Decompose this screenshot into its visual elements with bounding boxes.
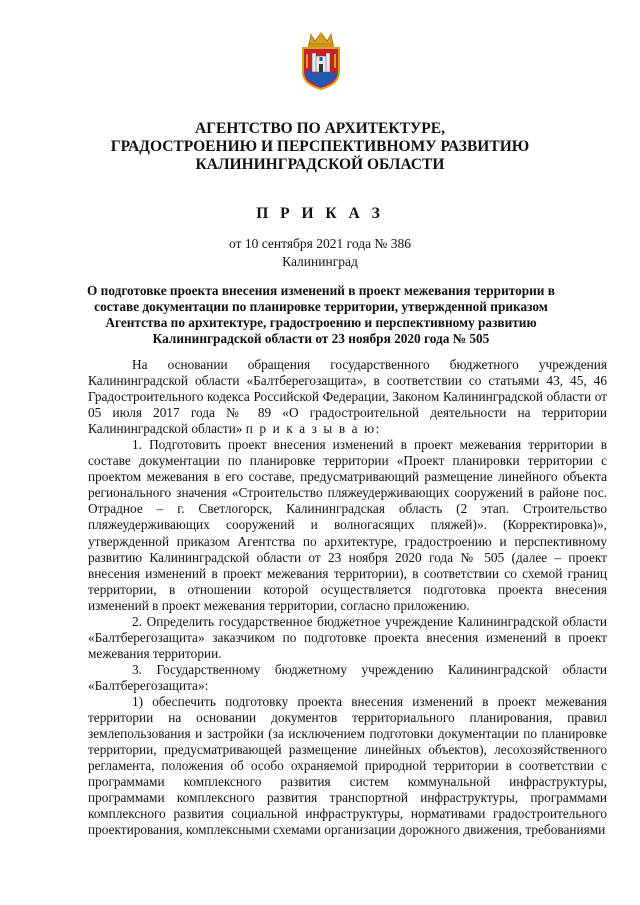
agency-name-line-2: ГРАДОСТРОЕНИЮ И ПЕРСПЕКТИВНОМУ РАЗВИТИЮ: [110, 138, 530, 155]
order-date-number: от 10 сентября 2021 года № 386: [229, 236, 411, 251]
basis-text: На основании обращения государственного бюджетного учреждения Калининградской области «Балтберегозащита», в соответствии со статьями 43, 45, 46 Градостроительного кодекса Российской Федерации, Законом Калининградской области от 05 июля 2017 года № 89 «О градостроительной деятельности на территории Калининградской области»: [88, 357, 607, 437]
paragraph-item-1: 1. Подготовить проект внесения изменений в проект межевания территории в составе документации по планировке территории «Проект планировки территории с проектом межевания в его составе, предусматривающий размещение линейного объекта регионального значения «Строительство пляжеудерживающих сооружений в районе пос. Отрадное – г. Светлогорск, Калининградская область (2 этап. Строительство пляжеудерживающих сооружений и волногасящих пляжей)». (Корректировка)», утвержденной приказом Агентства по архитектуре, градостроению и перспективному развитию Калининградской области от 23 ноября 2020 года № 505 (далее – проект внесения изменений в проект межевания территории), в соответствии со схемой границ территории, в отношении которой осуществляется подготовка проекта внесения изменений в проект межевания территории, согласно приложению.: [88, 437, 607, 613]
agency-name-line-3: КАЛИНИНГРАДСКОЙ ОБЛАСТИ: [195, 156, 445, 173]
order-heading: П Р И К А З: [256, 205, 384, 222]
agency-name-line-1: АГЕНТСТВО ПО АРХИТЕКТУРЕ,: [195, 120, 445, 137]
paragraph-basis: [88, 357, 607, 437]
paragraph-item-2: 2. Определить государственное бюджетное учреждение Калининградской области «Балтберегозащита» заказчиком по подготовке проекта внесения изменений в проект межевания территории.: [88, 613, 607, 661]
order-verb: п р и к а з ы в а ю:: [245, 421, 381, 437]
order-city: Калининград: [282, 254, 358, 269]
paragraph-subitem-1: 1) обеспечить подготовку проекта внесения изменений в проект межевания территории на основании документов территориального планирования, правил землепользования и застройки (за исключением подготовки документации по планировке территории, предусматривающей размещение линейных объектов), лесохозяйственного регламента, положения об особо охраняемой природной территории в соответствии с программами комплексного развития систем коммунальной инфраструктуры, программами комплексного развития транспортной инфраструктуры, программами комплексного развития социальной инфраструктуры, нормативами градостроительного проектирования, комплексными схемами организации дорожного движения, требованиями: [88, 693, 607, 838]
order-title: О подготовке проекта внесения изменений в проект межевания территории в составе документации по планировке территории, утвержденной приказом Агентства по архитектуре, градостроению и перспективному развитию Калининградской области от 23 ноября 2020 года № 505: [87, 283, 555, 346]
paragraph-item-3: 3. Государственному бюджетному учреждению Калининградской области «Балтберегозащита»:: [88, 661, 607, 693]
kaliningrad-coat-of-arms-icon: [300, 32, 342, 90]
order-body: [88, 357, 607, 838]
